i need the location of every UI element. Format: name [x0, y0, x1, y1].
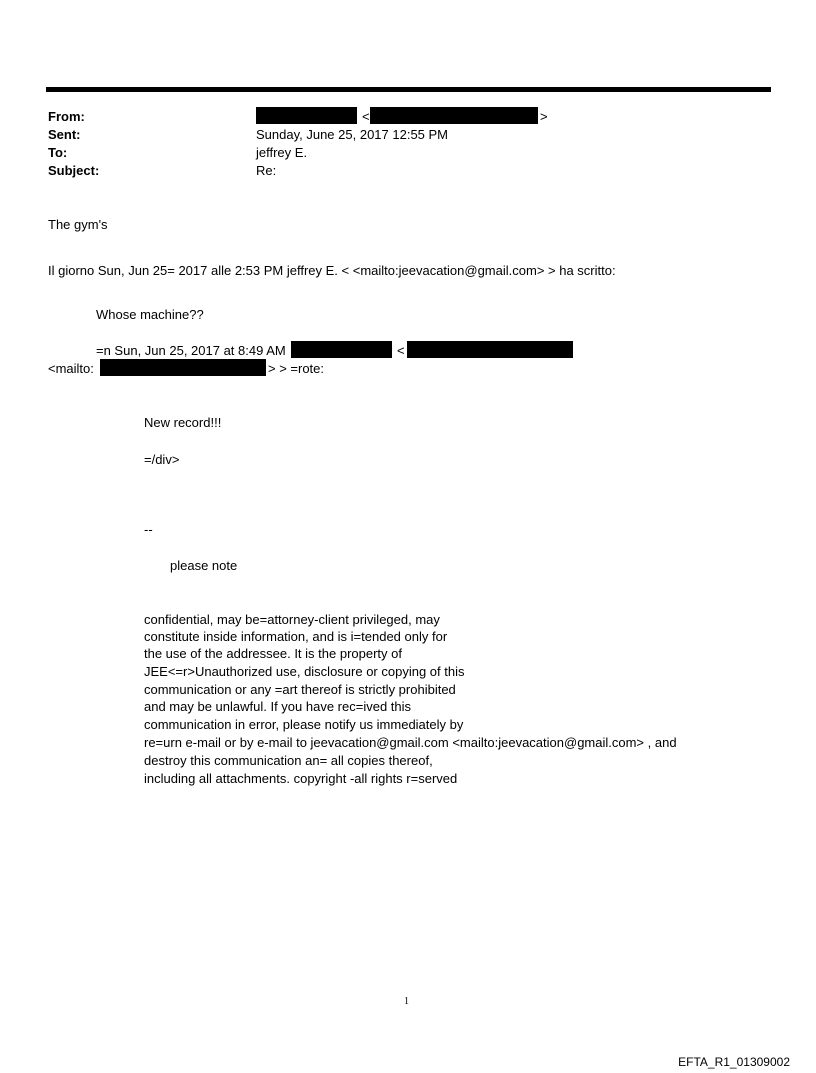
quote-dashes: -- [144, 522, 153, 537]
quote-please-note: please note [170, 558, 238, 573]
body-line-reply-intro: Il giorno Sun, Jun 25= 2017 alle 2:53 PM jeffrey E. < <mailto:jeevacation@gmail.com> > ha scritto: [48, 263, 616, 278]
page-number: 1 [404, 996, 409, 1007]
redaction-quote-name [291, 341, 392, 358]
sent-value: Sunday, June 25, 2017 12:55 PM [256, 127, 449, 142]
disclaimer-line: JEE<=r>Unauthorized use, disclosure or copying of this [144, 664, 465, 679]
from-label: From: [48, 109, 85, 124]
disclaimer-line: communication or any =art thereof is strictly prohibited [144, 682, 456, 697]
disclaimer-line: re=urn e-mail or by e-mail to jeevacation@gmail.com <mailto:jeevacation@gmail.com> , and [144, 735, 677, 750]
body-line-gym: The gym's [48, 217, 108, 232]
from-gt: > [540, 109, 548, 124]
to-value: jeffrey E. [256, 145, 308, 160]
disclaimer-line: and may be unlawful. If you have rec=ived this [144, 699, 412, 714]
quote-whose-machine: Whose machine?? [96, 307, 204, 322]
disclaimer-line: confidential, may be=attorney-client privileged, may [144, 612, 440, 627]
quote-new-record: New record!!! [144, 415, 222, 430]
quote-div: =/div> [144, 452, 180, 467]
quote-header-suffix: > > =rote: [268, 361, 325, 376]
redaction-quote-mailto [100, 359, 266, 376]
subject-value: Re: [256, 163, 277, 178]
to-label: To: [48, 145, 68, 160]
sent-label: Sent: [48, 127, 81, 142]
redaction-from-email [370, 107, 538, 124]
disclaimer-line: destroy this communication an= all copies thereof, [144, 753, 433, 768]
disclaimer-line: communication in error, please notify us immediately by [144, 717, 464, 732]
quote-header-prefix: =n Sun, Jun 25, 2017 at 8:49 AM [96, 343, 286, 358]
document-id: EFTA_R1_01309002 [678, 1055, 790, 1069]
quote-header-mailto: <mailto: [48, 361, 94, 376]
quote-header-lt: < [397, 343, 405, 358]
disclaimer-line: including all attachments. copyright -all rights r=served [144, 771, 458, 786]
header-rule [46, 87, 771, 92]
disclaimer-line: constitute inside information, and is i=tended only for [144, 629, 448, 644]
redaction-from-name [256, 107, 357, 124]
subject-label: Subject: [48, 163, 100, 178]
redaction-quote-email [407, 341, 573, 358]
disclaimer-line: the use of the addressee. It is the property of [144, 646, 402, 661]
from-lt: < [362, 109, 370, 124]
